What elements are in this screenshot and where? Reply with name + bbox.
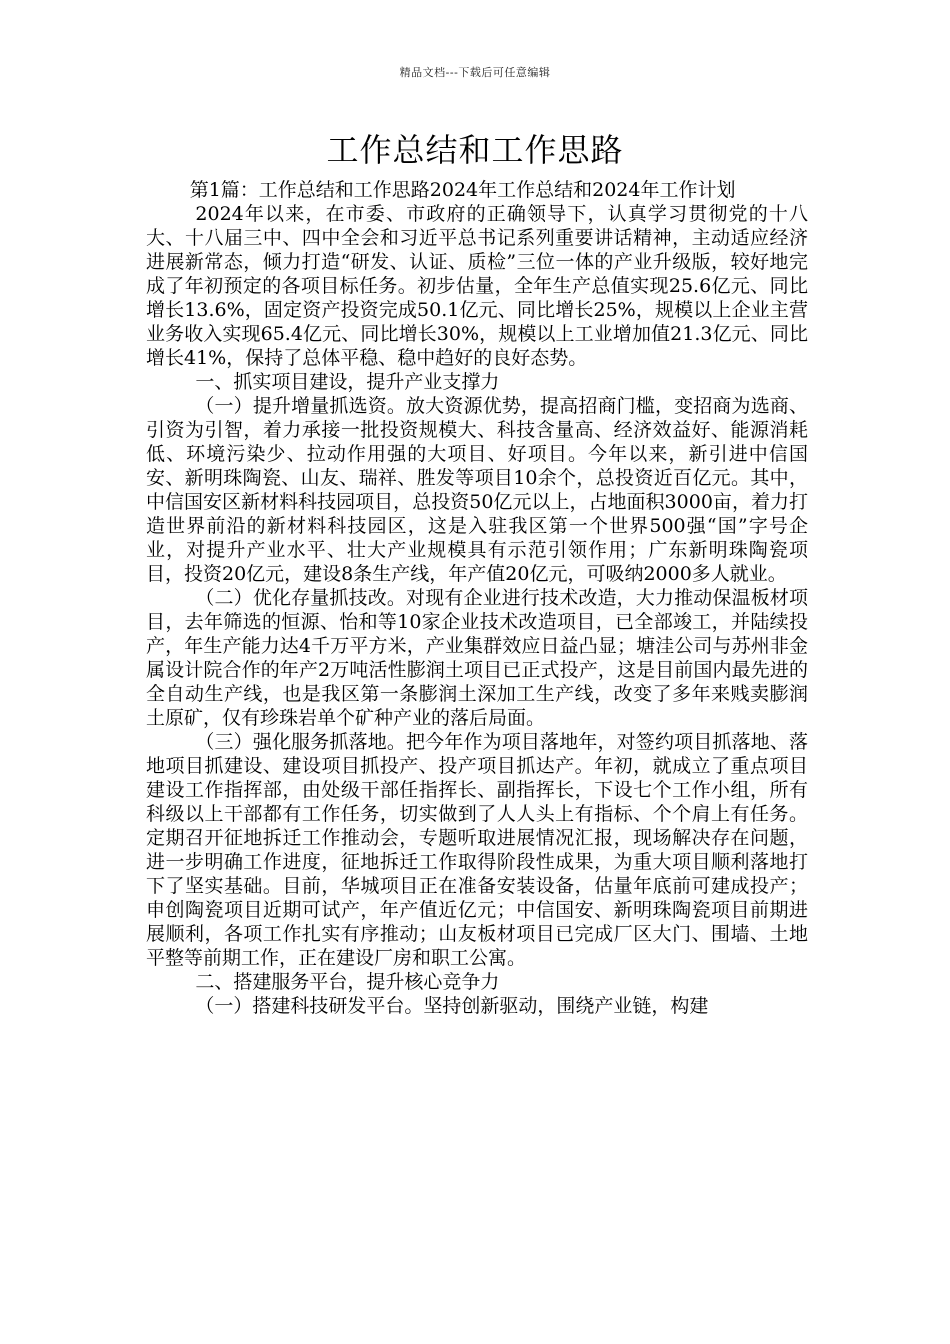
section-heading-1: 一、抓实项目建设，提升产业支撑力 [195, 371, 500, 393]
paragraph-1-1: （一）提升增量抓选资。放大资源优势，提高招商门槛，变招商为选商、引资为引智，着力承接一批投资规模大、科技含量高、经济效益好、能源消耗低、环境污染少、拉动作用强的大项目、好项目。今年以来，新引进中信国安、新明珠陶瓷、山友、瑞祥、胜发等项目10余个，总投资近百亿元。其中，中信国安区新材料科技园项目，总投资50亿元以上，占地面积3000亩，着力打造世界前沿的新材料科技园区，这是入驻我区第一个世界500强“国”字号企业，对提升产业水平、壮大产业规模具有示范引领作用；广东新明珠陶瓷项目，投资20亿元，建设8条生产线，年产值20亿元，可吸纳2000多人就业。 [146, 395, 808, 585]
paragraph-2-1: （一）搭建科技研发平台。坚持创新驱动，围绕产业链，构建 [195, 995, 709, 1017]
document-body [146, 178, 808, 1018]
page-header: 精品文档---下载后可任意编辑 [399, 66, 551, 79]
paragraph-1-2: （二）优化存量抓技改。对现有企业进行技术改造，大力推动保温板材项目，去年筛选的恒源、怡和等10家企业技术改造项目，已全部竣工，并陆续投产，年生产能力达4千万平方米，产业集群效应日益凸显；塘洼公司与苏州非金属设计院合作的年产2万吨活性膨润土项目已正式投产，这是目前国内最先进的全自动生产线，也是我区第一条膨润土深加工生产线，改变了多年来贱卖膨润土原矿，仅有珍珠岩单个矿种产业的落后局面。 [146, 587, 808, 729]
document-title: 工作总结和工作思路 [326, 131, 624, 169]
paragraph-chapter-heading: 第1篇：工作总结和工作思路2024年工作总结和2024年工作计划 [189, 179, 736, 201]
section-heading-2: 二、搭建服务平台，提升核心竞争力 [195, 971, 500, 993]
paragraph-1-3: （三）强化服务抓落地。把今年作为项目落地年，对签约项目抓落地、落地项目抓建设、建设项目抓投产、投产项目抓达产。年初，就成立了重点项目建设工作指挥部，由处级干部任指挥长、副指挥长，下设七个工作小组，所有科级以上干部都有工作任务，切实做到了人人头上有指标、个个肩上有任务。定期召开征地拆迁工作推动会，专题听取进展情况汇报，现场解决存在问题，进一步明确工作进度，征地拆迁工作取得阶段性成果，为重大项目顺利落地打下了坚实基础。目前，华城项目正在准备安装设备，估量年底前可建成投产；申创陶瓷项目近期可试产，年产值近亿元；中信国安、新明珠陶瓷项目前期进展顺利，各项工作扎实有序推动；山友板材项目已完成厂区大门、围墙、土地平整等前期工作，正在建设厂房和职工公寓。 [146, 731, 808, 969]
paragraph-overview: 2024年以来，在市委、市政府的正确领导下，认真学习贯彻党的十八大、十八届三中、四中全会和习近平总书记系列重要讲话精神，主动适应经济进展新常态，倾力打造“研发、认证、质检”三位一体的产业升级版，较好地完成了年初预定的各项目标任务。初步估量，全年生产总值实现25.6亿元、同比增长13.6%，固定资产投资完成50.1亿元、同比增长25%，规模以上企业主营业务收入实现65.4亿元、同比增长30%，规模以上工业增加值21.3亿元、同比增长41%，保持了总体平稳、稳中趋好的良好态势。 [146, 203, 808, 369]
